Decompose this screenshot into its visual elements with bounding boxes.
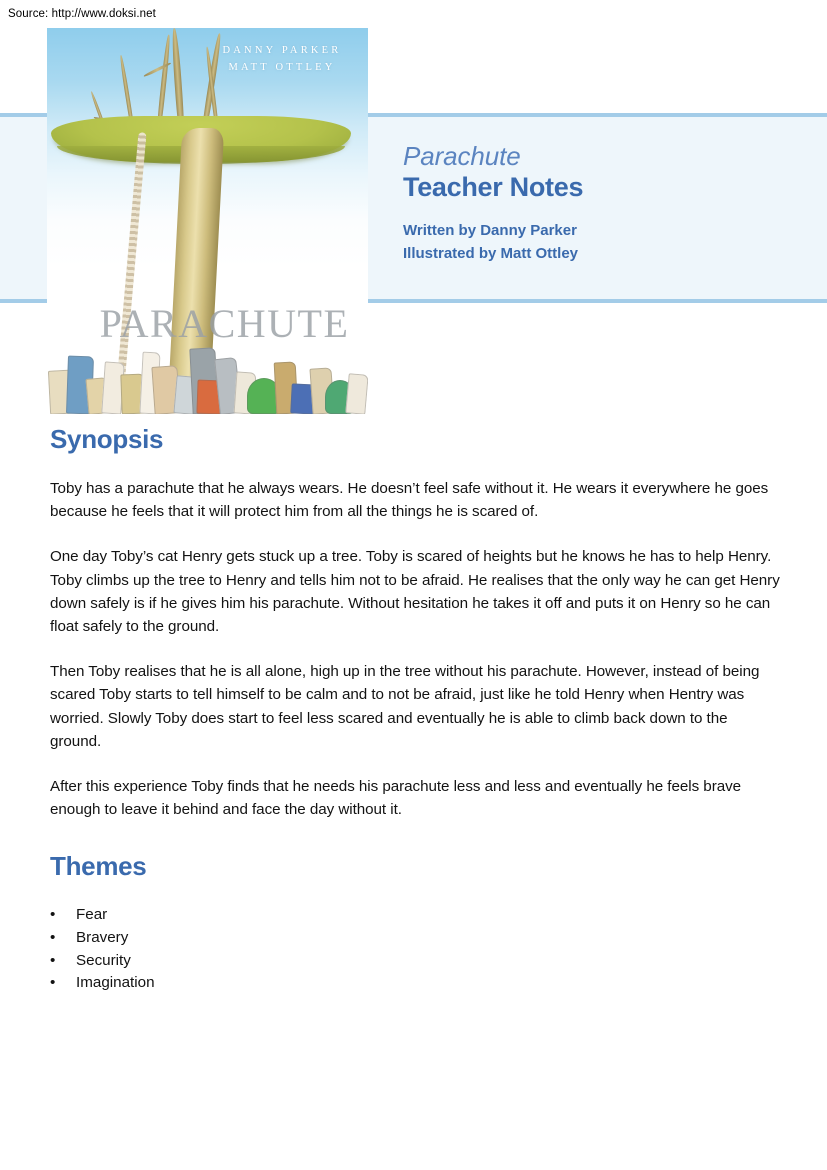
synopsis-heading: Synopsis — [50, 424, 164, 454]
themes-list — [50, 904, 780, 994]
bullet-icon: • — [50, 974, 56, 992]
bullet-icon: • — [50, 951, 56, 969]
bullet-icon: • — [50, 906, 56, 924]
list-item-label: Fear — [76, 906, 108, 924]
list-item — [50, 972, 780, 995]
credits-block — [403, 219, 583, 265]
synopsis-paragraph: Toby has a parachute that he always wears. He doesn’t feel safe without it. He wears it everywhere he goes because he feels that it will protect him from all the things he is scared of. — [50, 480, 769, 521]
list-item-label: Bravery — [76, 929, 129, 947]
cover-author-line-1: DANNY PARKER — [222, 45, 342, 56]
list-item-label: Imagination — [76, 974, 155, 992]
list-item — [50, 950, 780, 973]
book-cover-image — [47, 28, 368, 414]
synopsis-paragraph: One day Toby’s cat Henry gets stuck up a tree. Toby is scared of heights but he knows he has to help Henry. Toby climbs up the tree to Henry and tells him not to be afraid. He realises that the only way he can get Henry down safely is if he gives him his parachute. Without hesitation he takes it off and puts it on Henry so he can float safely to the ground. — [50, 548, 780, 636]
written-by-line: Written by Danny Parker — [403, 222, 577, 239]
cover-title: PARACHUTE — [99, 301, 350, 346]
illustrated-by-line: Illustrated by Matt Ottley — [403, 245, 579, 262]
book-title: Parachute — [403, 141, 521, 171]
cover-rooftops-clutter — [47, 328, 368, 414]
list-item — [50, 904, 780, 927]
header-text-block — [403, 141, 583, 265]
themes-heading: Themes — [50, 851, 147, 882]
synopsis-paragraph: After this experience Toby finds that he needs his parachute less and less and eventually he feels brave enough to leave it behind and face the day without it. — [50, 778, 742, 819]
list-item-label: Security — [76, 951, 131, 969]
list-item — [50, 927, 780, 950]
source-attribution: Source: http://www.doksi.net — [8, 8, 156, 20]
cover-author-line-2: MATT OTTLEY — [228, 62, 336, 73]
cover-author-credits — [207, 42, 357, 76]
synopsis-paragraph: Then Toby realises that he is all alone, high up in the tree without his parachute. However, instead of being scared Toby starts to tell himself to be calm and to not be afraid, just like he told Henry when Hentry was worried. Slowly Toby does start to feel less scared and eventually he is able to climb back down to the ground. — [50, 663, 760, 750]
bullet-icon: • — [50, 929, 56, 947]
page-title: Teacher Notes — [403, 172, 584, 202]
document-body — [50, 424, 780, 995]
